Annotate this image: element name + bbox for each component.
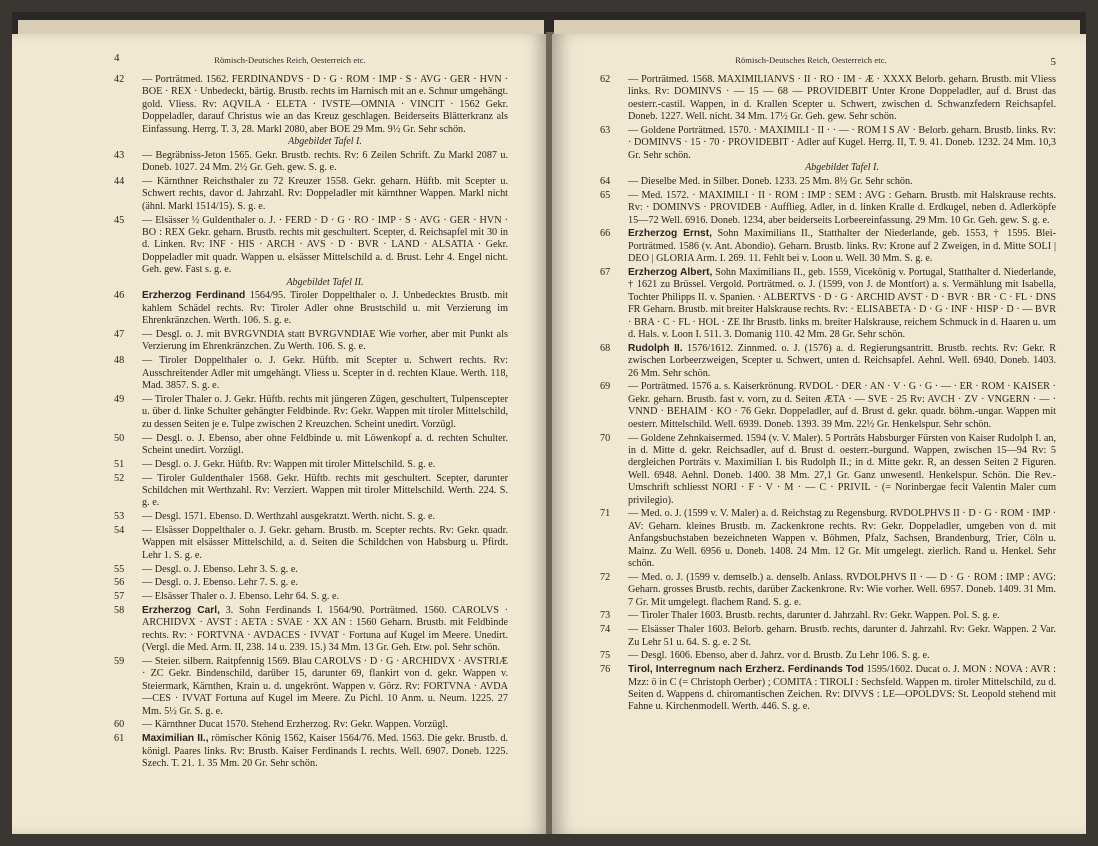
catalog-entry — [114, 564, 508, 576]
entry-number: 52 — [114, 472, 125, 484]
entry-description: — Tiroler Doppelthaler o. J. Gekr. Hüftb. mit Scepter u. Schwert rechts. Rv: Ausschreitender Adler mit umgehängt. Vliess u. Scepter in d. rechten Klaue. Werth. 118, Mad. 3857. S. g. e. — [142, 355, 508, 392]
entry-number: 66 — [600, 228, 611, 240]
entry-number: 68 — [600, 342, 611, 354]
catalog-entry — [114, 329, 508, 354]
catalog-entry — [600, 610, 1056, 622]
entry-description: 1576/1612. Zinnmed. o. J. (1576) a. d. Regierungsantritt. Brustb. rechts. Rv: Gekr. R zwischen Lorbeerzweigen, Scepter u. Schwert, unten d. Reichsapfel. Aehnl. Well. 6940. Doneb. 1403. 26 Mm. Sehr schön. — [628, 342, 1056, 379]
right-entry-list — [600, 74, 1056, 715]
entry-description: — Kärnthner Reichsthaler zu 72 Kreuzer 1558. Gekr. geharn. Hüftb. mit Scepter u. Schwert rechts, davor d. Jahrzahl. Rv: Doppeladler mit kärnthner Wappen. Markl nicht (ähnl. Markl 1514/15). S. g. e. — [142, 176, 508, 212]
right-running-head: Römisch-Deutsches Reich, Oesterreich etc. — [735, 55, 887, 65]
entry-description: 3. Sohn Ferdinands I. 1564/90. Porträtmed. 1560. CAROLVS · ARCHIDVX · AVST : AETA : SVAE · XX AN : 1560 Geharn. Brustb. mit Feldbinde rechts. Rv: · FORTVNA · AVDACES · IVVAT · Fortuna auf Kugel im Meere. Unedirt. (Vergl. die Med. Arm. II, 238. 14 u. 239. 15.) 34 Mm. 13 Gr. Geh. Etw. pol. Sehr schön. — [142, 604, 508, 654]
entry-number: 73 — [600, 610, 611, 622]
catalog-entry — [114, 176, 508, 213]
entry-description: — Med. 1572. · MAXIMILI · II · ROM : IMP : SEM : AVG : Geharn. Brustb. mit Halskrause rechts. Rv: · DOMINVS · PROVIDEB · Aufflieg. Adler, in d. linken Kralle d. Erdkugel, neben d. Adlerköpfe 15—72 Well. 6916. Doneb. 1234, aber beiderseits Lorbeereinfassung. 29 Mm. 10 Gr. Geh. gew. S. g. e. — [628, 189, 1056, 226]
entry-number: 56 — [114, 577, 125, 589]
entry-number: 42 — [114, 74, 125, 85]
entry-ruler-name: Erzherzog Ernst, — [628, 228, 712, 240]
entry-ruler-name: Maximilian II., — [142, 733, 209, 745]
catalog-entry — [114, 355, 508, 392]
entry-description: — Elsässer ½ Guldenthaler o. J. · FERD · D · G · RO · IMP · S · AVG · GER · HVN · BO : REX Gekr. geharn. Brustb. rechts mit geschultert. Scepter, d. Reichsapfel mit 30 in d. Linken. Rv: INF · HIS · ARCH · AVS · D · BVR · LAND · ALSATIA · Gekr. Doppeladler mit quadr. Wappen u. elsässer Mittelschild a. d. Brust. Lehr 4. Engel nicht. Geh. gew. Fast s. g. e. — [142, 214, 508, 276]
catalog-entry — [600, 176, 1056, 188]
entry-number: 55 — [114, 563, 125, 575]
entry-description: — Elsässer Thaler 1603. Belorb. geharn. Brustb. rechts, darunter d. Jahrzahl. Rv: Gekr. Wappen. 2 Var. Zu Lehr 51 u. 64. S. g. e. 2 St. — [628, 624, 1056, 648]
catalog-entry — [114, 459, 508, 471]
catalog-entry — [600, 125, 1056, 175]
entry-description: — Desgl. o. J. Gekr. Hüftb. Rv: Wappen mit tiroler Mittelschild. S. g. e. — [142, 458, 436, 470]
entry-description: — Steier. silbern. Raitpfennig 1569. Blau CAROLVS · D · G · ARCHIDVX · AVSTRIÆ · ZC Gekr. Bindenschild, darüber 15, darunter 69, flankirt von d. gekr. Wappen v. Steiermark, Kärnthen, Krain u. d. ungekrönt. Wappen v. Görz. Rv: FORTVNA · AVDA—CES · IVVAT Fortuna auf Kugel im Meere. Zu Pichl. 10 Anm. u. Neum. 1225. 27 Mm. 5½ Gr. S. g. e. — [142, 655, 508, 717]
catalog-entry — [114, 577, 508, 589]
page-edge-right — [554, 20, 1080, 34]
entry-number: 45 — [114, 214, 125, 226]
entry-number: 50 — [114, 432, 125, 444]
right-page — [552, 34, 1086, 834]
entry-description: — Desgl. o. J. Ebenso. Lehr 3. S. g. e. — [142, 563, 298, 575]
entry-description: — Elsässer Doppelthaler o. J. Gekr. geharn. Brustb. m. Scepter rechts. Rv: Gekr. quadr. Wappen mit elsässer Mittelschild, a. d. Seiten die Schildchen von Habsburg u. Pfirdt. Lehr 1. S. g. e. — [142, 524, 508, 561]
catalog-entry — [600, 508, 1056, 570]
entry-number: 49 — [114, 393, 125, 405]
entry-number: 61 — [114, 733, 125, 745]
entry-number: 54 — [114, 524, 125, 536]
entry-description: — Desgl. o. J. Ebenso, aber ohne Feldbinde u. mit Löwenkopf a. d. rechten Schulter. Scheint unedirt. Vorzügl. — [142, 432, 508, 456]
entry-number: 65 — [600, 189, 611, 201]
catalog-entry — [114, 433, 508, 458]
catalog-entry — [114, 74, 508, 148]
catalog-entry — [600, 650, 1056, 662]
entry-number: 48 — [114, 355, 125, 367]
entry-description: — Tiroler Thaler o. J. Gekr. Hüftb. rechts mit jüngeren Zügen, geschultert, Tulpenscepter u. über d. linke Schulter gehängter Feldbinde. Rv: Gekr. Wappen mit tiroler Mittelschild, zu dessen Seiten je e. Tulpe zwischen 2 Kreuzchen. Scheint unedirt. Vorzügl. — [142, 393, 508, 430]
left-running-head: Römisch-Deutsches Reich, Oesterreich etc. — [214, 55, 366, 65]
entry-number: 76 — [600, 664, 611, 676]
catalog-entry — [600, 267, 1056, 341]
catalog-entry — [114, 394, 508, 431]
entry-ruler-name: Erzherzog Albert, — [628, 267, 713, 279]
catalog-entry — [600, 664, 1056, 714]
entry-description: — Kärnthner Ducat 1570. Stehend Erzherzog. Rv: Gekr. Wappen. Vorzügl. — [142, 719, 448, 731]
entry-number: 58 — [114, 604, 125, 616]
entry-description: — Begräbniss-Jeton 1565. Gekr. Brustb. rechts. Rv: 6 Zeilen Schrift. Zu Markl 2087 u. Doneb. 1027. 24 Mm. 2½ Gr. Geh. gew. S. g. e. — [142, 149, 508, 174]
left-entry-list — [114, 74, 508, 772]
entry-plate-reference: Abgebildet Tafel II. — [286, 276, 364, 288]
entry-number: 67 — [600, 267, 611, 279]
catalog-entry — [114, 150, 508, 175]
entry-number: 57 — [114, 591, 125, 603]
entry-description: — Porträtmed. 1568. MAXIMILIANVS · II · RO · IM · Æ · XXXX Belorb. geharn. Brustb. mit Vliess links. Rv: DOMINVS · — 15 — 68 — PROVIDEBIT Unter Krone Doppeladler, auf d. Brust das oesterr.-castil. Wappen, in d. Krallen Scepter u. Schwert, zwischen d. Schwanzfedern Reichsapfel. Doneb. 1227. Well. nicht. 34 Mm. 17½ Gr. Geh. gew. Sehr schön. — [628, 74, 1056, 123]
entry-description: — Desgl. 1606. Ebenso, aber d. Jahrz. vor d. Brustb. Zu Lehr 106. S. g. e. — [628, 650, 930, 662]
entry-number: 64 — [600, 176, 611, 188]
catalog-entry — [114, 605, 508, 655]
entry-number: 60 — [114, 719, 125, 731]
entry-description: — Porträtmed. 1562. FERDINANDVS · D · G · ROM · IMP · S · AVG · GER · HVN · BOE · REX · Unbedeckt, bärtig. Brustb. rechts im Harnisch mit an e. Schnur umgehängt. gold. Vliess. Rv: AQVILA · ELETA · IVSTE—OMNIA · VINCIT · 1562 Gekr. Doppeladler, darauf Christus wie an das Kreuz geschlagen. Beiderseits Blätterkranz als Einfassung. Herrg. T. 3, 28. Markl 2080, aber BOE 29 Mm. 9½ Gr. Sehr schön. — [142, 74, 508, 135]
entry-plate-reference: Abgebildet Tafel I. — [805, 162, 879, 174]
entry-description: — Elsässer Thaler o. J. Ebenso. Lehr 64. S. g. e. — [142, 591, 340, 603]
entry-description: — Desgl. 1571. Ebenso. D. Werthzahl ausgekratzt. Werth. nicht. S. g. e. — [142, 511, 436, 523]
right-page-header — [552, 34, 1086, 74]
catalog-entry — [600, 381, 1056, 431]
left-page-header — [12, 34, 548, 74]
entry-number: 75 — [600, 650, 611, 662]
entry-number: 72 — [600, 571, 611, 583]
entry-description: — Goldene Zehnkaisermed. 1594 (v. V. Maler). 5 Porträts Habsburger Fürsten von Kaiser Rudolph I. an, in d. Mitte d. gekr. Reichsadler, auf d. Brust d. oesterr.-burgund. Wappen, zwischen 15—94 Rv: 5 dergleichen Porträts v. Maximilian I. bis Rudolph II.; in d. Mitte gekr. R, an dessen Seiten 2 Figuren. Well. 6948. Aehnl. Doneb. 1400. 38 Mm. 27,1 Gr. Ganz unwesentl. Henkelspur. Schön. Die Rev.-Umschrift schliesst NORI · F · V · M · — C · PRIVIL · (= Norinbergae fecit Valentin Maler cum privilegio). — [628, 432, 1056, 506]
entry-ruler-name: Erzherzog Ferdinand — [142, 290, 246, 302]
catalog-entry — [114, 525, 508, 562]
entry-number: 74 — [600, 624, 611, 636]
page-edge-left — [18, 20, 544, 34]
entry-number: 62 — [600, 74, 611, 85]
left-page-number: 4 — [114, 52, 120, 64]
entry-number: 53 — [114, 511, 125, 523]
entry-ruler-name: Rudolph II. — [628, 342, 683, 354]
left-page — [12, 34, 548, 834]
entry-number: 44 — [114, 176, 125, 188]
entry-ruler-name: Erzherzog Carl, — [142, 604, 220, 616]
entry-number: 63 — [600, 125, 611, 137]
entry-number: 71 — [600, 508, 611, 520]
catalog-entry — [114, 290, 508, 327]
catalog-entry — [114, 591, 508, 603]
right-page-number: 5 — [1050, 56, 1056, 68]
entry-description: römischer König 1562, Kaiser 1564/76. Med. 1563. Die gekr. Brustb. d. königl. Paares links. Rv: Brustb. Kaiser Ferdinands I. rechts. Well. 6907. Doneb. 1225. Szech. T. 21. 1. 35 Mm. 20 Gr. Sehr schön. — [142, 733, 508, 769]
catalog-entry — [600, 433, 1056, 507]
entry-number: 59 — [114, 655, 125, 667]
book-spread — [12, 12, 1086, 834]
catalog-entry — [600, 343, 1056, 380]
entry-number: 70 — [600, 432, 611, 444]
entry-description: 1564/95. Tiroler Doppelthaler o. J. Unbedecktes Brustb. mit kahlem Schädel rechts. Rv: Tiroler Adler ohne Brustschild u. mit Verzierung im Ehrenkränzchen. Werth. 106. S. g. e. — [142, 290, 508, 327]
entry-description: Sohn Maximilians II., Statthalter der Niederlande, geb. 1553, † 1595. Blei-Porträtmed. 1586 (v. Ant. Abondio). Geharn. Brustb. links. Rv: Krone auf 2 Zweigen, in d. Mitte SOLI | DEO | GLORIA Arm. I. 269. 11. Fehlt bei v. Loon u. Well. 30 Mm. S. g. e. — [628, 228, 1057, 265]
entry-number: 47 — [114, 329, 125, 341]
entry-plate-reference: Abgebildet Tafel I. — [288, 136, 362, 148]
entry-ruler-name: Tirol, Interregnum nach Erzherz. Ferdinands Tod — [628, 664, 864, 676]
catalog-entry — [114, 719, 508, 731]
catalog-entry — [114, 473, 508, 510]
entry-number: 69 — [600, 381, 611, 393]
entry-description: — Tiroler Guldenthaler 1568. Gekr. Hüftb. rechts mit geschultert. Scepter, darunter Schildchen mit Werthzahl. Rv: Verziert. Wappen mit tiroler Mittelschild. Werth. 224. S. g. e. — [142, 472, 508, 509]
catalog-entry — [114, 656, 508, 718]
catalog-entry — [600, 74, 1056, 124]
catalog-entry — [114, 733, 508, 770]
entry-description: — Goldene Porträtmed. 1570. · MAXIMILI · II · · — · ROM I S AV · Belorb. geharn. Brustb. links. Rv: · DOMINVS · 15 · 70 · PROVIDEBIT · Adler auf Kugel. Herrg. II, T. 9. 41. Doneb. 1232. 24 Mm. 10,3 Gr. Sehr schön. — [628, 125, 1056, 161]
catalog-entry — [600, 190, 1056, 227]
entry-number: 51 — [114, 458, 125, 470]
catalog-entry — [114, 511, 508, 523]
catalog-entry — [600, 572, 1056, 609]
catalog-entry — [114, 215, 508, 289]
entry-description: — Med. o. J. (1599 v. V. Maler) a. d. Reichstag zu Regensburg. RVDOLPHVS II · D · G · ROM · IMP · AV: Geharn. kleines Brustb. m. Zackenkrone rechts. Rv: Gekr. Doppeladler, umgeben von d. mit Anfangsbuchstaben bezeichneten Wappen v. Böhmen, Pfalz, Sachsen, Brandenburg, Trier, Cöln u. Mainz. Zu Well. 6956 u. Doneb. 1408. 24 Mm. 12 Gr. Mit umgelegt. zierlich. Rand u. Henkel. Sehr schön. — [628, 508, 1056, 569]
entry-description: — Porträtmed. 1576 a. s. Kaiserkrönung. RVDOL · DER · AN · V · G · G · — · ER · ROM · KAISER · Gekr. geharn. Brustb. fast v. vorn, zu d. Seiten ÆTA · — SVE · 25 Rv: AVCH · ZV · VNGERN · — · VNND · BEHAIM · KO · 76 Gekr. Doppeladler, auf d. Brust d. gekr. quadr. böhm.-ungar. Wappen mit oesterr. Mittelschild. Well. 6939. Doneb. 1393. 39 Mm. 22½ Gr. Henkelspur. Sehr schön. — [628, 381, 1056, 430]
entry-number: 43 — [114, 149, 125, 161]
entry-description: Sohn Maximilians II., geb. 1559, Vicekönig v. Portugal, Statthalter d. Niederlande, † 1621 zu Brüssel. Vergold. Porträtmed. o. J. (1599, von J. de Montfort) a. s. Vermählung mit Isabella, Tochter Philipps II. v. Spanien. · ALBERTVS · D · G · ARCHID AVST · D · BVR · BR · C · FL · DNS FR Geharn. Brustb. mit breiter Halskrause rechts. Rv: · ELISABETA · D · G · INF · HISP · D · — BVR · BRA · C · FL · HOL · ZE Ihr Brustb. links m. breiter Halskrause, reichem Schmuck in d. Haaren u. um d. Hals. v. Loon I. 511. 3. Domanig 110. 42 Mm. 28 Gr. Sehr schön. — [628, 267, 1056, 341]
entry-number: 46 — [114, 290, 125, 302]
entry-description: — Desgl. o. J. Ebenso. Lehr 7. S. g. e. — [142, 577, 298, 589]
entry-description: — Desgl. o. J. mit BVRGVNDIA statt BVRGVNDIAE Wie vorher, aber mit Punkt als Verzierung im Ehrenkränzchen. Zu Werth. 106. S. g. e. — [142, 329, 508, 353]
entry-description: — Dieselbe Med. in Silber. Doneb. 1233. 25 Mm. 8½ Gr. Sehr schön. — [628, 176, 913, 188]
entry-description: 1595/1602. Ducat o. J. MON : NOVA : AVR : Mzz: ö in C (= Christoph Oerber) ; COMITA : TIROLI : Sechsfeld. Wappen m. tiroler Mittelschild, zu d. Seiten d. Wappens d. chiromantischen Zeichen. Rv: DIVVS : LE—OPOLDVS: St. Leopold stehend mit Fahne u. Kirchenmodell. Werth. 446. S. g. e. — [628, 664, 1056, 713]
entry-description: — Med. o. J. (1599 v. demselb.) a. denselb. Anlass. RVDOLPHVS II · — D · G · ROM : IMP : AVG: Geharn. grosses Brustb. rechts, darüber Zackenkrone. Rv: Wie vorher. Well. 6957. Doneb. 1409. 31 Mm. 7 Gr. Mit umgelegt. flachem Rand. S. g. e. — [628, 571, 1056, 608]
catalog-entry — [600, 624, 1056, 649]
entry-description: — Tiroler Thaler 1603. Brustb. rechts, darunter d. Jahrzahl. Rv: Gekr. Wappen. Pol. S. g. e. — [628, 610, 1000, 622]
catalog-entry — [600, 228, 1056, 265]
